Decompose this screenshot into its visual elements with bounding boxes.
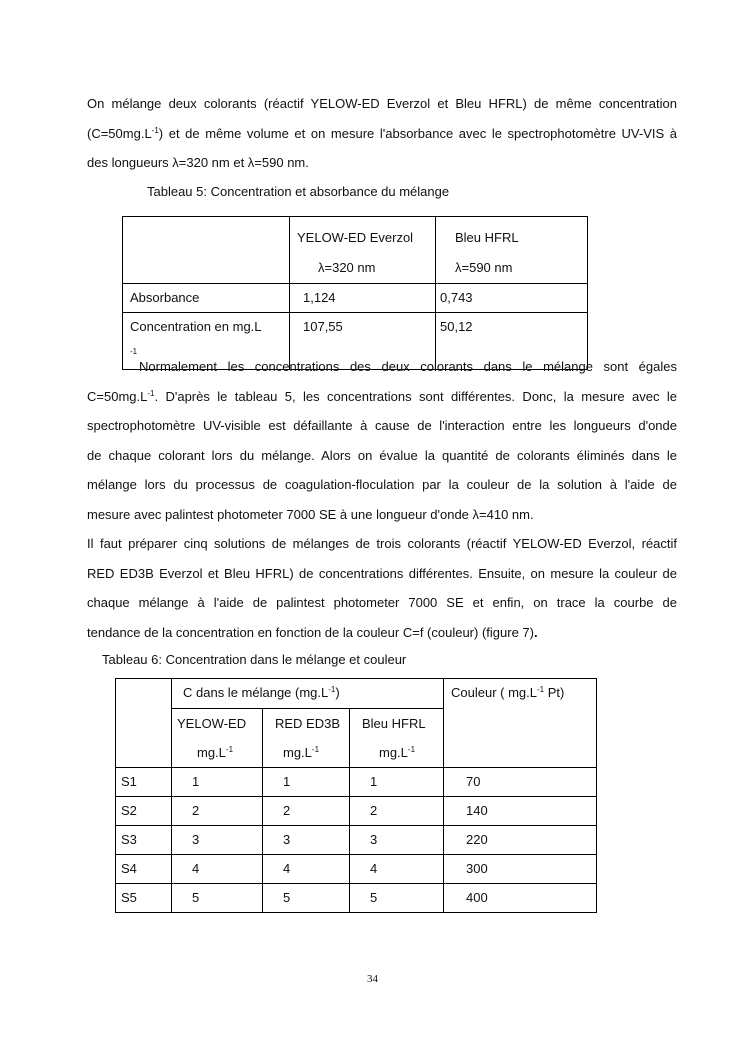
table5-cell	[436, 284, 588, 313]
page-number: 34	[367, 973, 378, 985]
table6-cell	[350, 855, 444, 884]
body-line-10a: tendance de la concentration en fonction de la couleur C=f (couleur) (figure 7)	[87, 624, 534, 640]
table6-row-label-text: S2	[121, 803, 137, 818]
table6-cell-value: 5	[370, 890, 378, 905]
table6-row	[116, 826, 597, 855]
table6-cell-value: 3	[192, 832, 200, 847]
table6-cell	[172, 768, 263, 797]
body-line-2b: . D'après le tableau 5, les concentrations sont différentes. Donc, la mesure avec le	[154, 388, 677, 404]
table5-row	[123, 284, 588, 313]
table5-bleu-name: Bleu HFRL	[455, 230, 519, 245]
table6-row	[116, 855, 597, 884]
table5-yelow-name: YELOW-ED Everzol	[297, 230, 414, 245]
table6-group-header-sup: -1	[328, 685, 336, 694]
table6-subheader-bleu-name: Bleu HFRL	[362, 716, 426, 731]
body-line-2	[87, 382, 677, 412]
table6-subheader-red-unit-sup: -1	[311, 745, 320, 754]
intro-line-3: des longueurs λ=320 nm et λ=590 nm.	[87, 155, 309, 170]
table6-group-header-b: )	[335, 685, 340, 700]
table6-cell	[350, 884, 444, 913]
table5-row-label-sup: -1	[130, 347, 138, 356]
table6-group-header-text	[172, 679, 443, 707]
table6-corner-cell	[116, 679, 172, 768]
table6-cell-value: 1	[283, 774, 291, 789]
intro-line-1: On mélange deux colorants (réactif YELOW-ED Everzol et Bleu HFRL) de même concentration	[87, 96, 677, 111]
body-line-6: mesure avec palintest photometer 7000 SE à une longueur d'onde λ=410 nm.	[87, 506, 534, 522]
table6-subheader-red-unit-main: mg.L	[283, 745, 312, 760]
intro-line-2	[87, 119, 677, 149]
table6-cell	[172, 884, 263, 913]
table6-cell-value: 2	[370, 803, 378, 818]
table6-color-header-a: Couleur ( mg.L	[451, 685, 537, 700]
table5-yelow-wavelength: λ=320 nm	[318, 260, 376, 275]
table5-cell-value: 1,124	[303, 290, 336, 305]
table6-cell	[263, 768, 350, 797]
table6-subheader-yelow-text	[172, 709, 262, 767]
table6-cell	[172, 855, 263, 884]
intro-line-2b: ) et de même volume et on mesure l'absorbance avec le spectrophotomètre UV-VIS à	[158, 125, 677, 141]
table6-cell-value: 1	[192, 774, 200, 789]
table6-cell-value: 4	[370, 861, 378, 876]
intro-line-2a: (C=50mg.L	[87, 125, 152, 141]
body-line-9: chaque mélange à l'aide de palintest photometer 7000 SE et enfin, on trace la courbe de	[87, 595, 677, 610]
table6-cell	[444, 768, 597, 797]
table5-cell-value: 107,55	[303, 319, 343, 334]
table6-cell	[444, 884, 597, 913]
table6-row-label	[116, 884, 172, 913]
table6-cell-value: 4	[192, 861, 200, 876]
table6-subheader-bleu-unit-sup: -1	[407, 745, 416, 754]
table6-cell	[444, 855, 597, 884]
table5-bleu-wavelength: λ=590 nm	[455, 260, 513, 275]
table5-cell-value: 0,743	[440, 290, 473, 305]
body-paragraph	[87, 352, 677, 647]
table6-cell-value: 140	[466, 803, 488, 818]
table6-color-header-b: Pt)	[544, 685, 565, 700]
table6-group-header-a: C dans le mélange (mg.L	[183, 685, 329, 700]
table6	[115, 678, 597, 913]
table6-cell	[263, 855, 350, 884]
table6-color-header-sup: -1	[537, 685, 545, 694]
table5-row-label	[123, 284, 290, 313]
table6-cell-value: 300	[466, 861, 488, 876]
table6-cell-value: 3	[370, 832, 378, 847]
table6-subheader-red-name: RED ED3B	[275, 716, 341, 731]
table6-group-header	[172, 679, 444, 709]
table6-cell	[263, 797, 350, 826]
table6-subheader-red	[263, 709, 350, 768]
table6-row-label-text: S1	[121, 774, 137, 789]
table6-cell	[172, 797, 263, 826]
table6-row-label-text: S4	[121, 861, 137, 876]
table6-cell-value: 220	[466, 832, 488, 847]
table6-row	[116, 797, 597, 826]
body-line-8: RED ED3B Everzol et Bleu HFRL) de concentrations différentes. Ensuite, on mesure la couleur de	[87, 565, 677, 581]
table6-subheader-red-unit	[275, 745, 319, 760]
table6-subheader-red-text	[263, 709, 349, 767]
table6-cell-value: 5	[283, 890, 291, 905]
body-line-7: Il faut préparer cinq solutions de mélanges de trois colorants (réactif YELOW-ED Everzol, réactif	[87, 536, 677, 551]
table6-cell-value: 4	[283, 861, 291, 876]
table5-header-yelow	[290, 217, 436, 284]
table5-row-label-text: Absorbance	[130, 290, 200, 305]
table6-subheader-bleu-unit-main: mg.L	[379, 745, 408, 760]
body-line-10	[87, 618, 677, 648]
table6-cell-value: 2	[192, 803, 200, 818]
body-line-5: mélange lors du processus de coagulation-floculation par la couleur de la solution à l'aide de	[87, 477, 677, 492]
body-line-4: de chaque colorant lors du mélange. Alors on évalue la quantité de colorants éliminés dans le	[87, 447, 677, 463]
table6-subheader-yelow-unit-main: mg.L	[197, 745, 226, 760]
table6-subheader-yelow	[172, 709, 263, 768]
table6-row	[116, 884, 597, 913]
table6-cell	[263, 884, 350, 913]
intro-paragraph	[87, 89, 677, 178]
table6-cell	[350, 797, 444, 826]
table6-cell	[172, 826, 263, 855]
table5-header-bleu	[436, 217, 588, 284]
table6-cell-value: 1	[370, 774, 378, 789]
table6-cell	[444, 797, 597, 826]
table6-cell-value: 5	[192, 890, 200, 905]
table6-color-header-text	[444, 679, 596, 707]
table6-subheader-yelow-unit	[177, 745, 233, 760]
table6-caption: Tableau 6: Concentration dans le mélange et couleur	[102, 652, 407, 667]
table6-color-header	[444, 679, 597, 768]
table6-cell	[444, 826, 597, 855]
body-line-10-period: .	[533, 624, 538, 640]
table6-row-label	[116, 826, 172, 855]
table6-cell-value: 400	[466, 890, 488, 905]
table6-row-label-text: S5	[121, 890, 137, 905]
table6-cell-value: 70	[466, 774, 481, 789]
table5-cell	[290, 284, 436, 313]
table6-row-label	[116, 768, 172, 797]
table6-subheader-bleu	[350, 709, 444, 768]
table6-cell	[263, 826, 350, 855]
table5-corner-cell	[123, 217, 290, 284]
table6-subheader-yelow-unit-sup: -1	[225, 745, 234, 754]
table6-cell	[350, 768, 444, 797]
table6-cell-value: 3	[283, 832, 291, 847]
table6-subheader-bleu-unit	[362, 745, 415, 760]
table6-row	[116, 768, 597, 797]
table6-cell-value: 2	[283, 803, 291, 818]
body-line-2-sup: -1	[147, 388, 155, 398]
intro-line-2-sup: -1	[151, 125, 159, 135]
body-line-2a: C=50mg.L	[87, 388, 148, 404]
table5-caption: Tableau 5: Concentration et absorbance du mélange	[147, 184, 450, 199]
body-line-1: Normalement les concentrations des deux colorants dans le mélange sont égales	[139, 359, 677, 374]
table6-cell	[350, 826, 444, 855]
table6-row-label	[116, 797, 172, 826]
table5-cell-value: 50,12	[440, 319, 473, 334]
body-line-3: spectrophotomètre UV-visible est défaillante à cause de l'interaction entre les longueurs d'onde	[87, 418, 677, 433]
table6-subheader-yelow-name: YELOW-ED	[177, 716, 247, 731]
table6-row-label-text: S3	[121, 832, 137, 847]
table5	[122, 216, 588, 370]
table6-subheader-bleu-text	[350, 709, 443, 767]
table5-row-label-main: Concentration en mg.L	[130, 319, 262, 334]
table6-row-label	[116, 855, 172, 884]
